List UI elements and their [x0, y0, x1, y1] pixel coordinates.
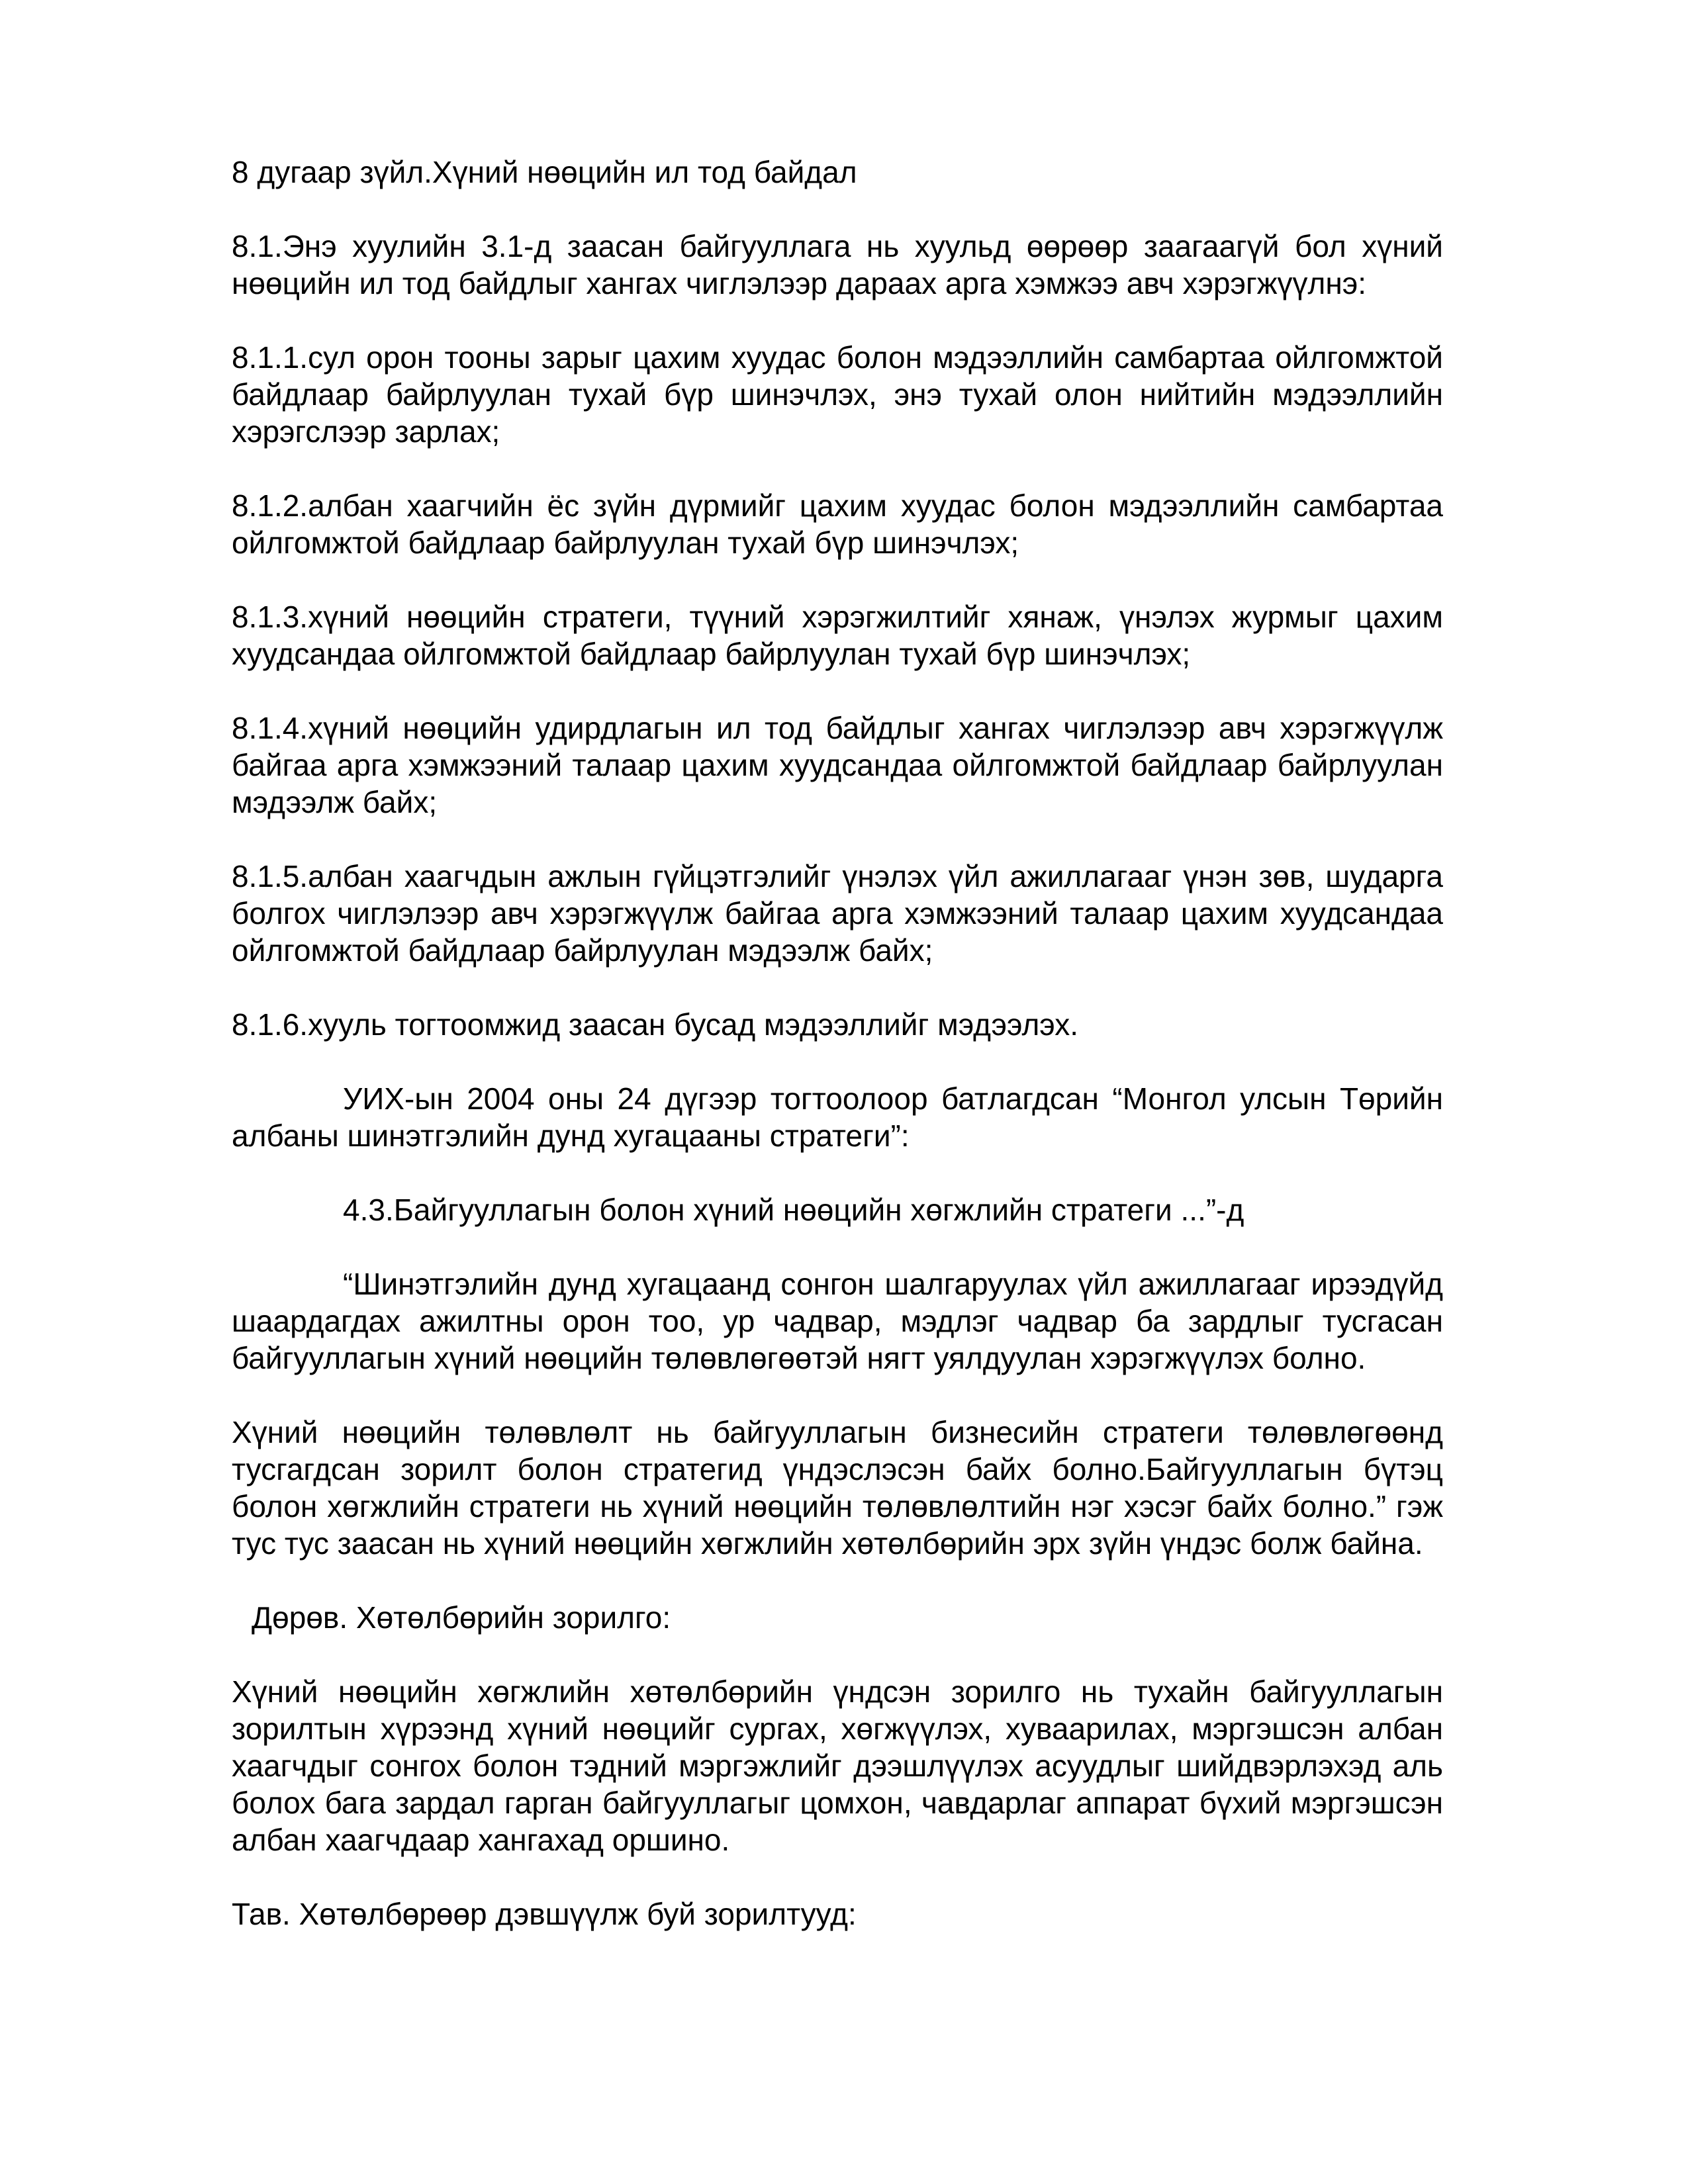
paragraph-8-1-2: 8.1.2.албан хаагчийн ёс зүйн дүрмийг цахим хуудас болон мэдээллийн самбартаа ойлгомжтой байдлаар байрлуулан тухай бүр шинэчлэх; — [232, 488, 1443, 560]
paragraph-4-3: 4.3.Байгууллагын болон хүний нөөцийн хөгжлийн стратеги ...”-д — [343, 1193, 1244, 1227]
section-heading-five: Тав. Хөтөлбөрөөр дэвшүүлж буй зорилтууд: — [232, 1897, 857, 1931]
paragraph-quote: “Шинэтгэлийн дунд хугацаанд сонгон шалгаруулах үйл ажиллагааг ирээдүйд шаардагдах ажилтны орон тоо, ур чадвар, мэдлэг чадвар ба зардлыг тусгасан байгууллагын хүний нөөцийн төлөвлөгөөтэй нягт уялдуулан хэрэгжүүлэх болно. — [232, 1267, 1443, 1375]
paragraph-8-1-5: 8.1.5.албан хаагчдын ажлын гүйцэтгэлийг үнэлэх үйл ажиллагааг үнэн зөв, шударга болгох чиглэлээр авч хэрэгжүүлж байгаа арга хэмжээний талаар цахим хуудсандаа ойлгомжтой байдлаар байрлуулан мэдээлж байх; — [232, 859, 1443, 968]
section-heading-four: Дөрөв. Хөтөлбөрийн зорилго: — [252, 1600, 671, 1635]
paragraph-program-goal: Хүний нөөцийн хөгжлийн хөтөлбөрийн үндсэн зорилго нь тухайн байгууллагын зорилтын хүрээнд хүний нөөцийг сургах, хөгжүүлэх, хуваарилах, мэргэшсэн албан хаагчдыг сонгох болон тэдний мэргэжлийг дээшлүүлэх асуудлыг шийдвэрлэхэд аль болох бага зардал гарган байгууллагыг цомхон, чавдарлаг аппарат бүхий мэргэшсэн албан хаагчдаар хангахад оршино. — [232, 1674, 1443, 1857]
document-page — [232, 154, 1443, 1970]
paragraph-hr-planning: Хүний нөөцийн төлөвлөлт нь байгууллагын бизнесийн стратеги төлөвлөгөөнд тусгагдсан зорилт болон стратегид үндэслэсэн байх болно.Байгууллагын бүтэц болон хөгжлийн стратеги нь хүний нөөцийн төлөвлөлтийн нэг хэсэг байх болно.” гэж тус тус заасан нь хүний нөөцийн хөгжлийн хөтөлбөрийн эрх зүйн үндэс болж байна. — [232, 1415, 1443, 1561]
paragraph-8-1: 8.1.Энэ хуулийн 3.1-д заасан байгууллага нь хуульд өөрөөр заагаагүй бол хүний нөөцийн ил тод байдлыг хангах чиглэлээр дараах арга хэмжээ авч хэрэгжүүлнэ: — [232, 229, 1443, 300]
paragraph-8-1-3: 8.1.3.хүний нөөцийн стратеги, түүний хэрэгжилтийг хянаж, үнэлэх журмыг цахим хуудсандаа ойлгомжтой байдлаар байрлуулан тухай бүр шинэчлэх; — [232, 600, 1443, 671]
article-title: 8 дугаар зүйл.Хүний нөөцийн ил тод байдал — [232, 155, 857, 189]
paragraph-8-1-4: 8.1.4.хүний нөөцийн удирдлагын ил тод байдлыг хангах чиглэлээр авч хэрэгжүүлж байгаа арга хэмжээний талаар цахим хуудсандаа ойлгомжтой байдлаар байрлуулан мэдээлж байх; — [232, 711, 1443, 819]
paragraph-8-1-6: 8.1.6.хууль тогтоомжид заасан бусад мэдээллийг мэдээлэх. — [232, 1007, 1079, 1042]
paragraph-uikh-resolution: УИХ-ын 2004 оны 24 дүгээр тогтоолоор батлагдсан “Монгол улсын Төрийн албаны шинэтгэлийн дунд хугацааны стратеги”: — [232, 1081, 1443, 1153]
paragraph-8-1-1: 8.1.1.сул орон тооны зарыг цахим хуудас болон мэдээллийн самбартаа ойлгомжтой байдлаар байрлуулан тухай бүр шинэчлэх, энэ тухай олон нийтийн мэдээллийн хэрэгслээр зарлах; — [232, 340, 1443, 449]
